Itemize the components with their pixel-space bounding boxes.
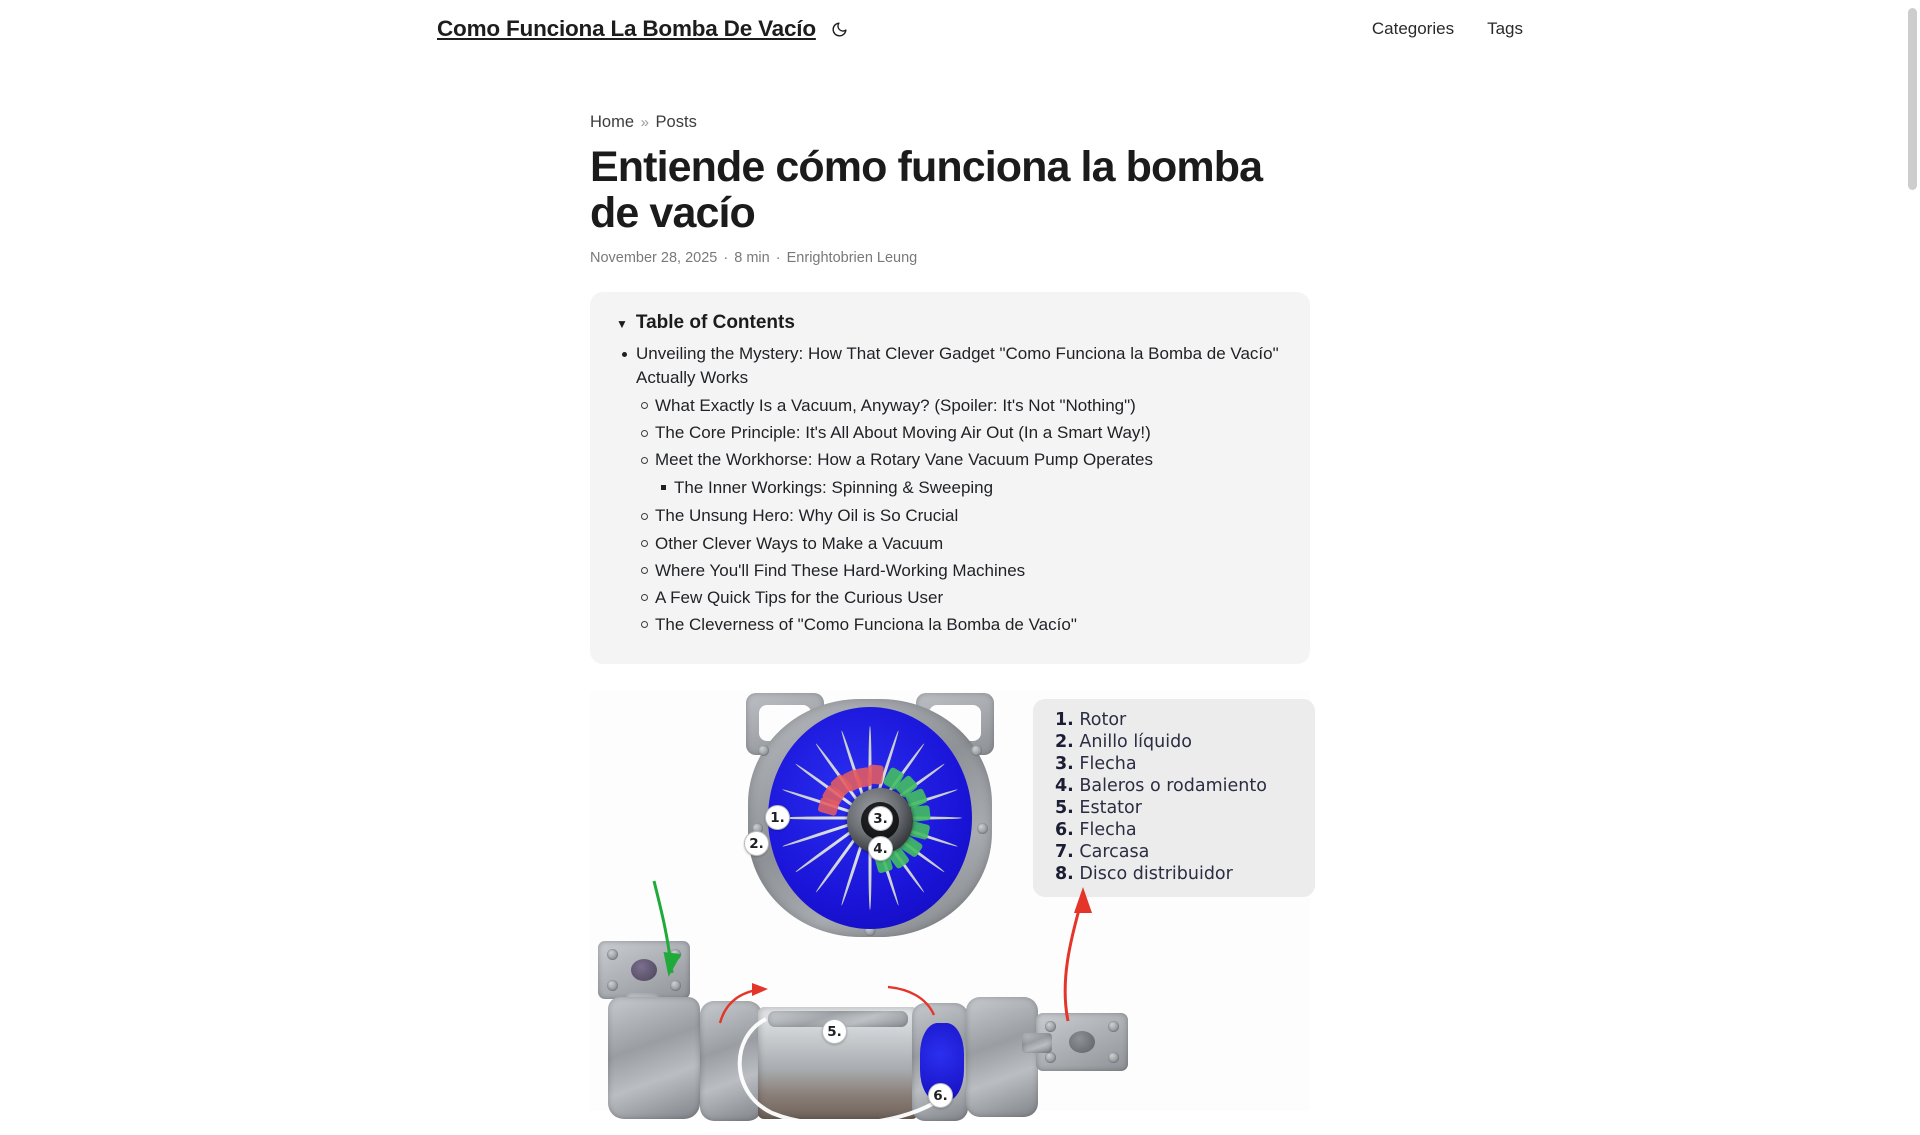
callout-5: 5. [822,1019,847,1044]
post-date: November 28, 2025 [590,249,718,266]
featured-image [590,691,1310,1111]
toc-link[interactable]: Where You'll Find These Hard-Working Machines [655,560,1026,580]
toc-link[interactable]: Meet the Workhorse: How a Rotary Vane Vacuum Pump Operates [655,450,1153,470]
post-author: Enrightobrien Leung [786,249,918,266]
list-item [674,474,1284,501]
legend-item [1055,709,1301,731]
list-item [655,447,1284,503]
legend-number: 1. [1055,710,1074,731]
legend-number: 8. [1055,864,1074,885]
toc-heading: Table of Contents [635,311,795,333]
site-title[interactable]: Como Funciona La Bomba De Vacío [437,16,816,41]
post-meta [590,250,1310,266]
legend-label: Flecha [1079,820,1137,841]
legend-number: 6. [1055,820,1074,841]
legend-item [1055,775,1301,797]
site-header [0,0,1920,58]
callout-6: 6. [928,1083,953,1108]
legend-item [1055,797,1301,819]
legend-item [1055,731,1301,753]
outlet-pipe [1022,1033,1052,1053]
legend-item [1055,753,1301,775]
toc-link[interactable]: Unveiling the Mystery: How That Clever Gadget "Como Funciona la Bomba de Vacío" Actually Works [636,344,1279,388]
end-cover-left [608,997,700,1119]
legend-number: 5. [1055,798,1074,819]
nav-link-categories[interactable]: Categories [1371,19,1455,38]
discharge-cell [910,805,930,822]
page-title: Entiende cómo funciona la bomba de vacío [590,142,1263,238]
toc-link[interactable]: A Few Quick Tips for the Curious User [655,587,944,607]
toc-list-level-2 [636,392,1284,638]
toc-link[interactable]: The Inner Workings: Spinning & Sweeping [674,477,994,497]
legend-label: Disco distribuidor [1079,864,1233,885]
list-item [655,584,1284,611]
legend-item [1055,863,1301,885]
list-item [636,341,1284,640]
toc-list-level-1 [616,341,1284,640]
meta-separator-1: · [723,249,729,266]
toc-toggle[interactable] [616,312,1284,334]
legend-label: Carcasa [1079,842,1150,863]
callout-3: 3. [868,806,893,831]
list-item [655,503,1284,530]
list-item [655,611,1284,638]
legend-item [1055,819,1301,841]
toc-link[interactable]: What Exactly Is a Vacuum, Anyway? (Spoiler: It's Not "Nothing") [655,395,1136,415]
legend-card [1033,699,1315,897]
legend-number: 7. [1055,842,1074,863]
pump-diagram [590,691,1310,1111]
suction-cell [867,765,884,785]
list-item [655,530,1284,557]
breadcrumb-item-posts[interactable]: Posts [655,113,697,131]
table-of-contents [590,292,1310,664]
legend-number: 2. [1055,732,1074,753]
scrollbar-thumb[interactable] [1908,8,1917,190]
moon-icon[interactable] [829,18,851,40]
callout-2: 2. [744,831,769,856]
toc-link[interactable]: The Core Principle: It's All About Moving Air Out (In a Smart Way!) [655,423,1151,443]
callout-1: 1. [765,805,790,830]
list-item [655,557,1284,584]
breadcrumb-separator: » [640,114,649,131]
caret-down-icon: ▼ [616,316,628,331]
legend-label: Rotor [1079,710,1127,731]
brand-area [437,16,851,42]
pump-cross-section [740,693,1000,943]
shaft-outline [690,975,990,1135]
outlet-flow-arrow [990,885,1120,1025]
nav-link-tags[interactable]: Tags [1487,19,1523,38]
legend-number: 3. [1055,754,1074,775]
legend-label: Estator [1079,798,1142,819]
legend-label: Anillo líquido [1079,732,1192,753]
toc-link[interactable]: The Cleverness of "Como Funciona la Bomba de Vacío" [655,614,1077,634]
callout-4: 4. [868,836,893,861]
page-scrollbar[interactable] [1905,0,1920,1080]
breadcrumb [590,113,1310,133]
list-item [655,392,1284,419]
main-nav [1372,19,1523,39]
pump-exploded-view [590,923,1310,1123]
breadcrumb-item-home[interactable]: Home [590,113,635,131]
list-item [655,420,1284,447]
post-read-time: 8 min [734,249,770,266]
legend-number: 4. [1055,776,1074,797]
toc-list-level-3 [655,474,1284,501]
toc-link[interactable]: Other Clever Ways to Make a Vacuum [655,533,944,553]
legend-label: Baleros o rodamiento [1079,776,1267,797]
toc-link[interactable]: The Unsung Hero: Why Oil is So Crucial [655,506,959,526]
main-content [0,113,1920,1111]
legend-label: Flecha [1079,754,1137,775]
legend-item [1055,841,1301,863]
meta-separator-2: · [775,249,781,266]
